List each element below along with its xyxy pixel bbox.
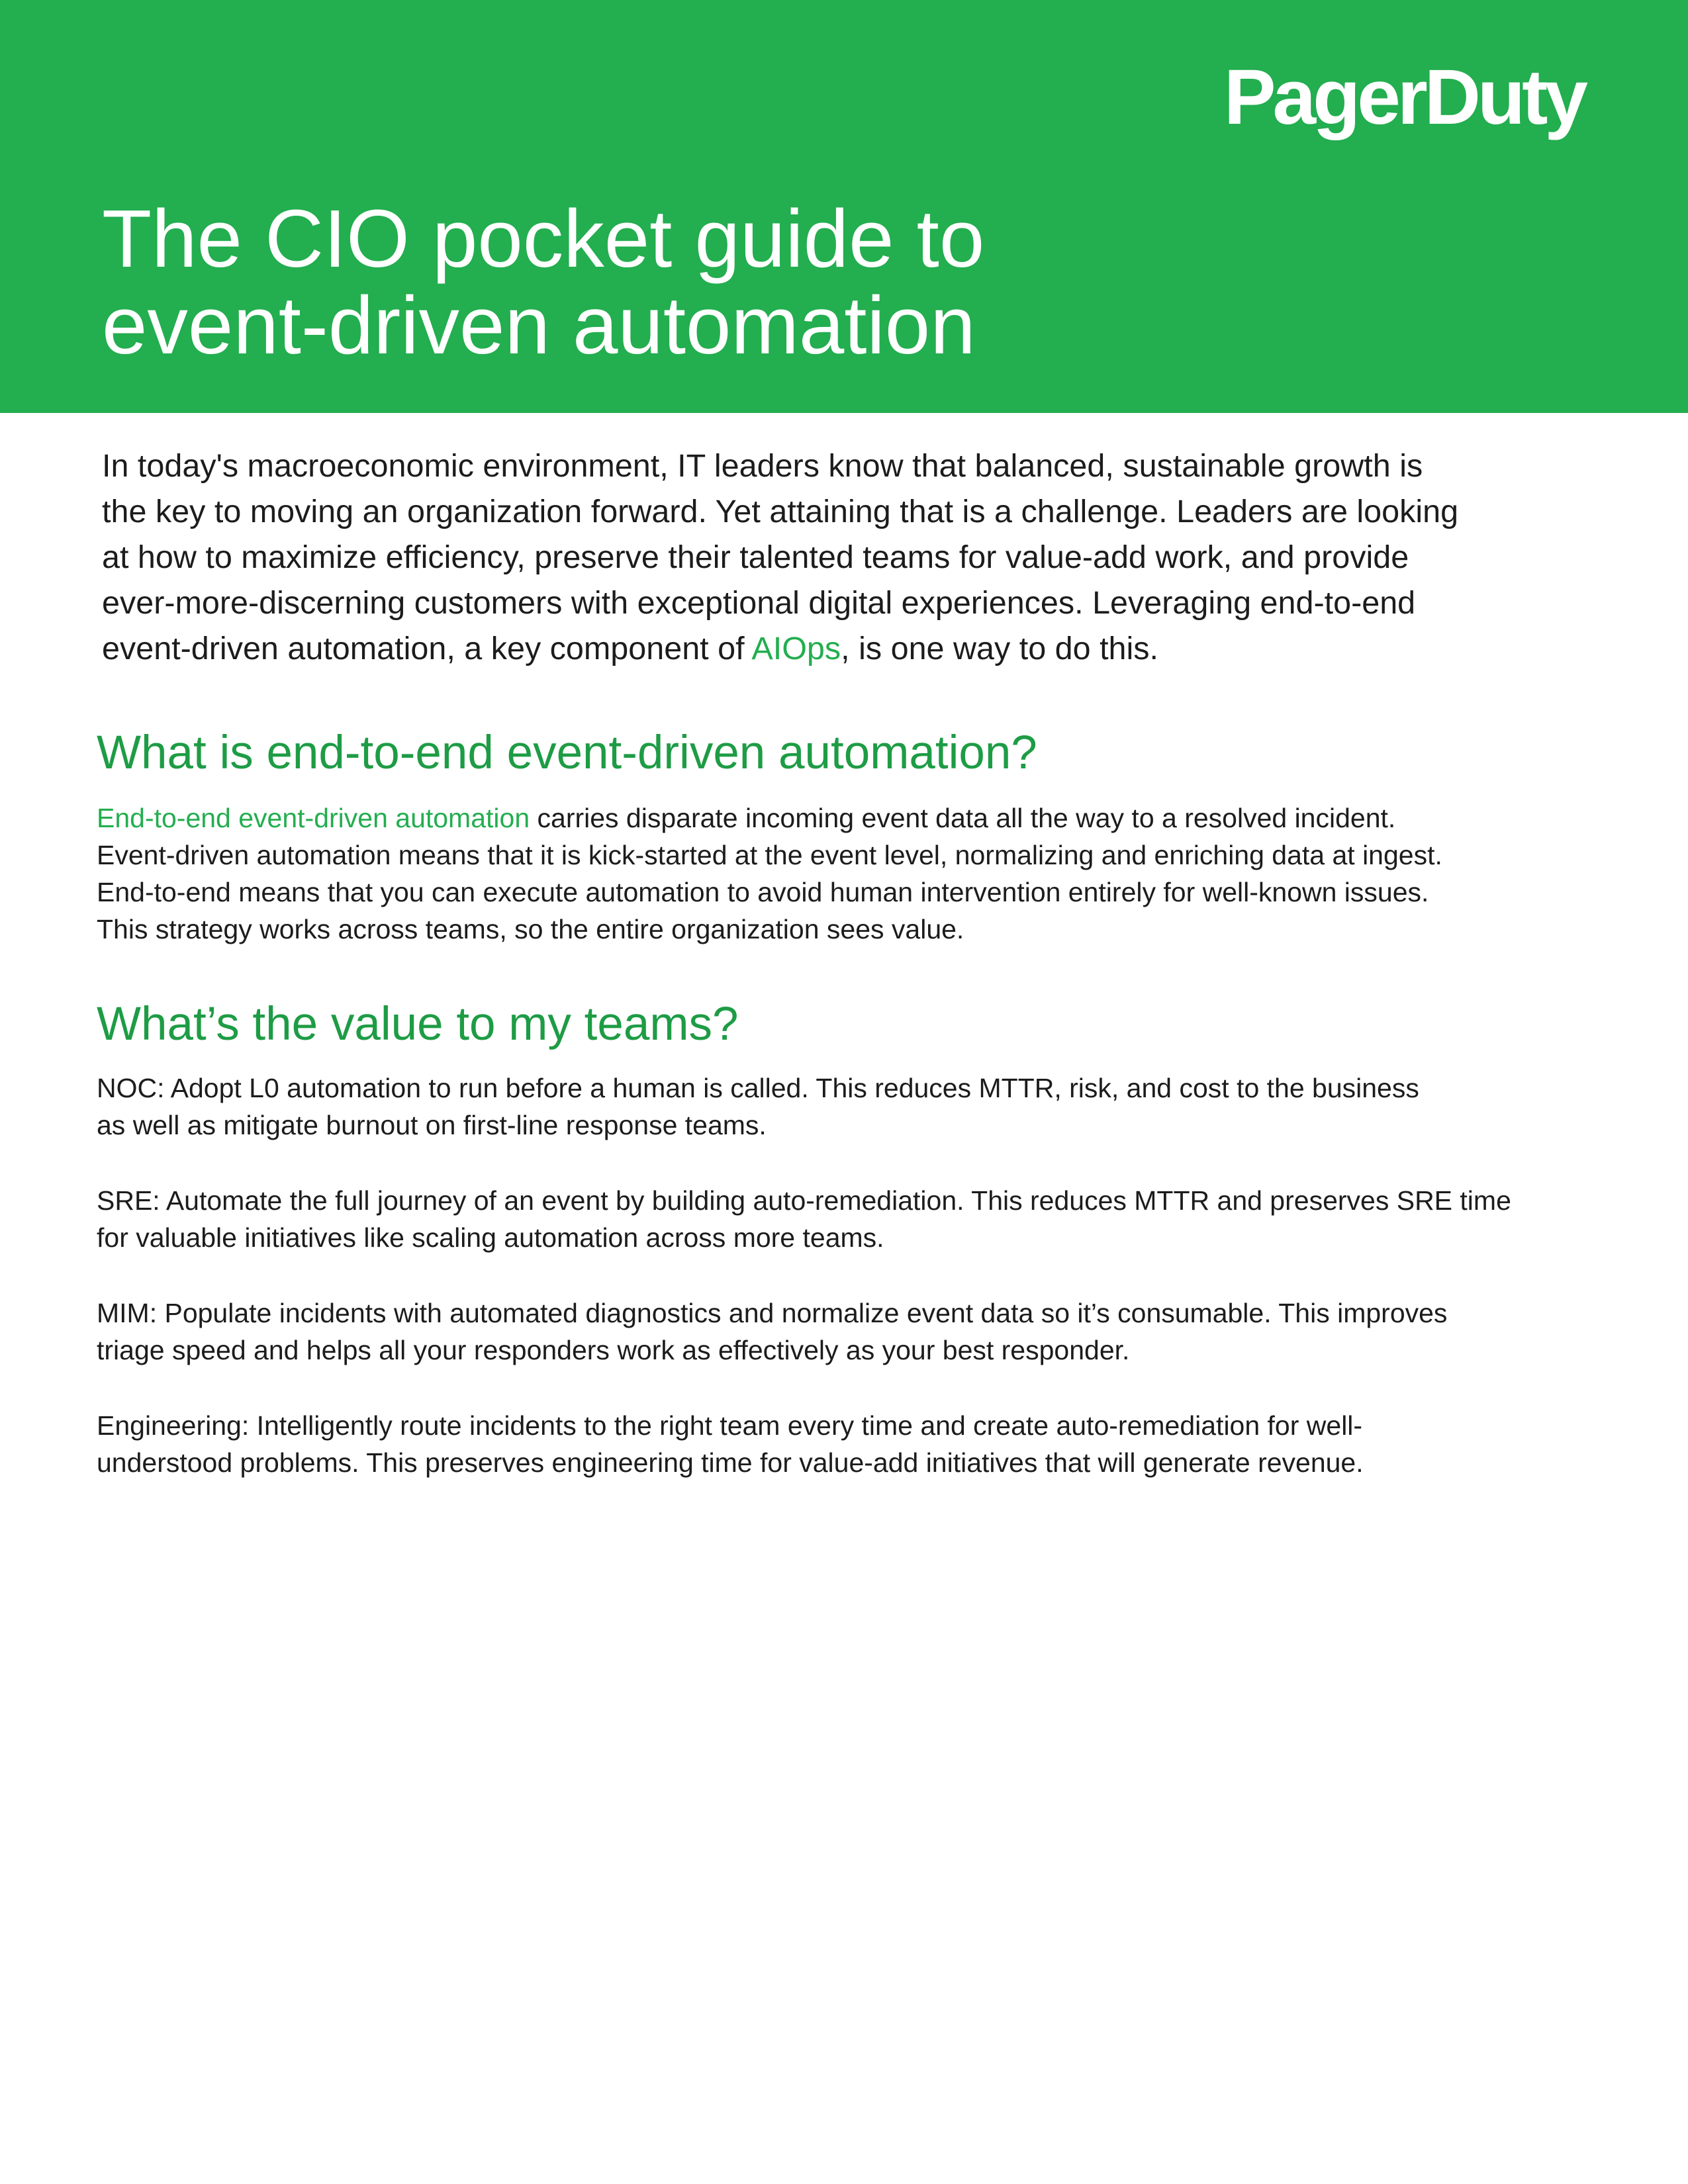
intro-paragraph [102,443,1585,672]
intro-line-4: ever-more-discerning customers with exceptional digital experiences. Leveraging end-to-end [102,585,1416,621]
engineering-line-1: Engineering: Intelligently route incidents to the right team every time and create auto-remediation for well- [97,1410,1363,1441]
intro-line-5-start: event-driven automation, a key component of [102,631,752,666]
what-is-line-1-rest: carries disparate incoming event data all the way to a resolved incident. [530,803,1396,833]
what-is-paragraph [97,799,1593,948]
header-banner [0,0,1688,413]
page-title-line-1: The CIO pocket guide to [102,194,985,285]
section-heading-value: What’s the value to my teams? [97,998,739,1050]
intro-line-5 [102,626,1585,672]
section-heading-what-is: What is end-to-end event-driven automation? [97,727,1037,779]
what-is-line-3: End-to-end means that you can execute automation to avoid human intervention entirely for well-known issues. [97,877,1429,907]
intro-line-2: the key to moving an organization forward. Yet attaining that is a challenge. Leaders are looking [102,494,1459,529]
noc-line-2: as well as mitigate burnout on first-line response teams. [97,1110,767,1140]
noc-paragraph [97,1069,1593,1144]
pagerduty-logo: PagerDuty [1223,54,1585,141]
intro-line-5-end: , is one way to do this. [841,631,1159,666]
event-driven-automation-link[interactable]: End-to-end event-driven automation [97,803,530,833]
what-is-line-2: Event-driven automation means that it is kick-started at the event level, normalizing and enriching data at ingest. [97,840,1442,870]
sre-line-2: for valuable initiatives like scaling automation across more teams. [97,1222,884,1253]
noc-line-1: NOC: Adopt L0 automation to run before a human is called. This reduces MTTR, risk, and cost to the business [97,1073,1419,1103]
page-title-line-2: event-driven automation [102,281,976,371]
mim-paragraph [97,1295,1593,1369]
page-title [102,196,1558,369]
mim-line-1: MIM: Populate incidents with automated diagnostics and normalize event data so it’s consumable. This improves [97,1298,1448,1328]
mim-line-2: triage speed and helps all your responders work as effectively as your best responder. [97,1335,1130,1365]
engineering-paragraph [97,1407,1593,1481]
intro-line-3: at how to maximize efficiency, preserve their talented teams for value-add work, and provide [102,539,1409,575]
what-is-line-1 [97,799,1593,837]
what-is-line-4: This strategy works across teams, so the entire organization sees value. [97,914,964,944]
intro-line-1: In today's macroeconomic environment, IT leaders know that balanced, sustainable growth is [102,448,1423,484]
sre-line-1: SRE: Automate the full journey of an event by building auto-remediation. This reduces MTTR and preserves SRE time [97,1185,1511,1216]
aiops-link[interactable]: AIOps [751,631,841,666]
sre-paragraph [97,1182,1593,1256]
engineering-line-2: understood problems. This preserves engineering time for value-add initiatives that will generate revenue. [97,1447,1364,1478]
